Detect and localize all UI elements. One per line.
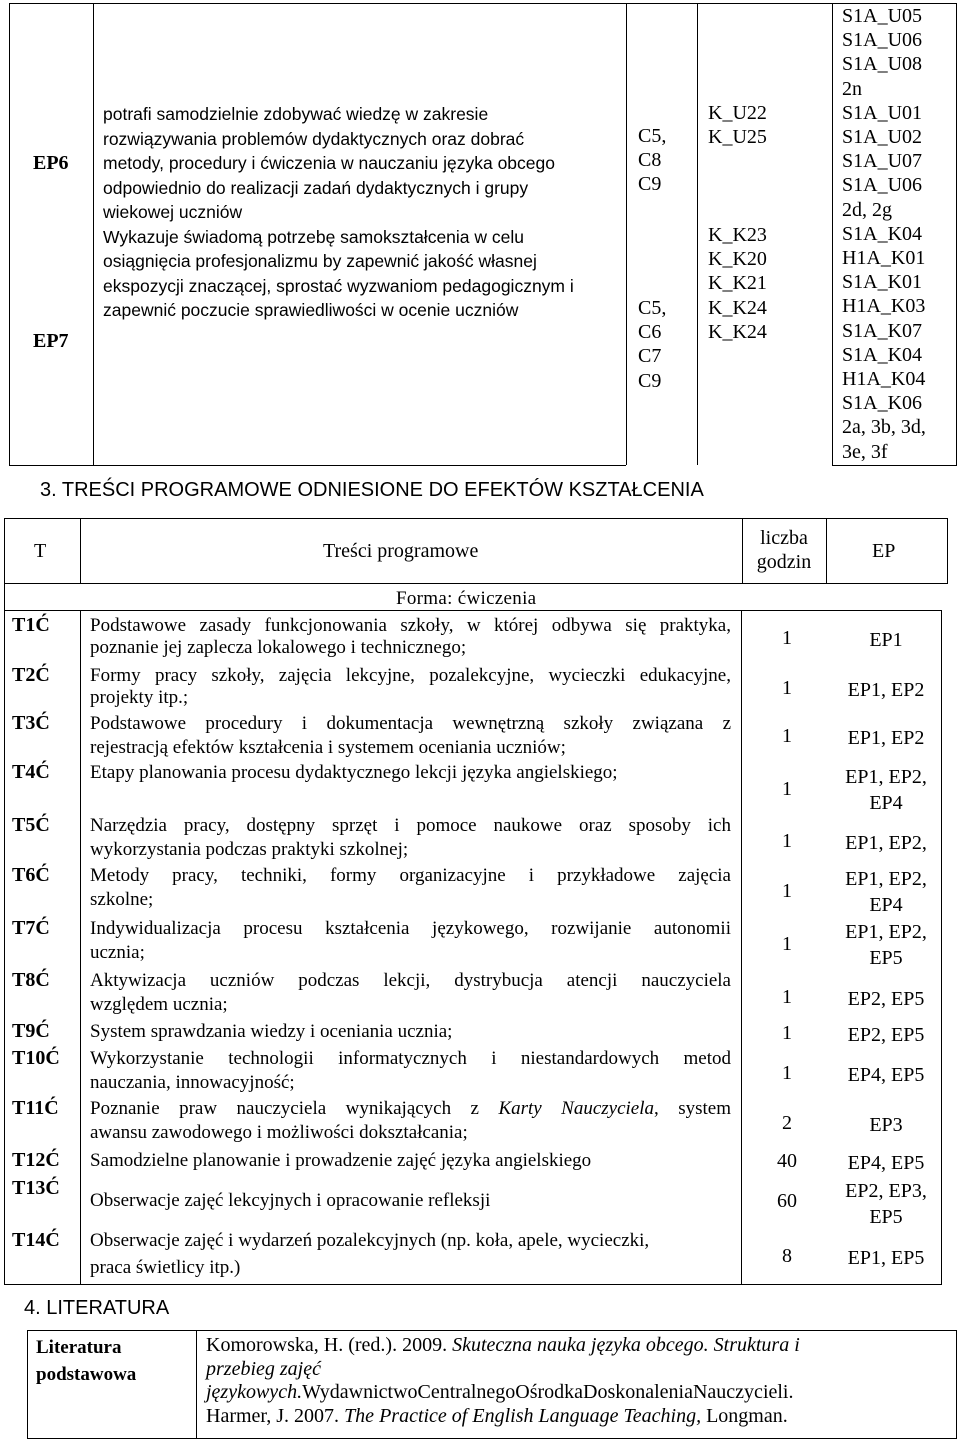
row-code: T7Ć bbox=[12, 917, 50, 939]
row-hours: 60 bbox=[777, 1190, 797, 1212]
c-codes: C5, C8 C9 bbox=[638, 125, 667, 196]
header-ep: EP bbox=[872, 540, 896, 562]
ep-code: EP6 bbox=[33, 152, 69, 174]
row-hours: 1 bbox=[782, 880, 792, 902]
row-ep: EP1, EP5 bbox=[847, 1247, 925, 1269]
row-ep: EP1, EP2, bbox=[845, 832, 927, 854]
row-code: T1Ć bbox=[12, 614, 50, 636]
row-hours: 1 bbox=[782, 1062, 792, 1084]
row-hours: 1 bbox=[782, 830, 792, 852]
row-hours: 1 bbox=[782, 778, 792, 800]
literature-references: Komorowska, H. (red.). 2009. Skuteczna nauka języka obcego. Struktura i przebieg zajęć językowych.WydawnictwoCentralnegoOśrodkaDoskonaleniaNauczycieli. Harmer, J. 2007. The Practice of English Language Teaching, Longman. bbox=[206, 1334, 800, 1427]
header-liczba-godzin: liczba godzin bbox=[756, 527, 812, 573]
section-title: 3. TREŚCI PROGRAMOWE ODNIESIONE DO EFEKTÓW KSZTAŁCENIA bbox=[40, 479, 704, 501]
row-code: T12Ć bbox=[12, 1149, 60, 1171]
row-hours: 1 bbox=[782, 1022, 792, 1044]
row-code: T8Ć bbox=[12, 969, 50, 991]
row-ep: EP4, EP5 bbox=[847, 1064, 925, 1086]
row-code: T14Ć bbox=[12, 1229, 60, 1251]
row-code: T11Ć bbox=[12, 1097, 59, 1119]
row-hours: 1 bbox=[782, 627, 792, 649]
c-codes: C5, C6 C7 C9 bbox=[638, 297, 667, 392]
row-hours: 8 bbox=[782, 1245, 792, 1267]
row-code: T13Ć bbox=[12, 1177, 60, 1199]
row-ep: EP2, EP3, EP5 bbox=[845, 1180, 927, 1228]
row-code: T2Ć bbox=[12, 664, 50, 686]
header-t: T bbox=[34, 540, 47, 562]
ep-code: EP7 bbox=[33, 330, 69, 352]
s-codes: S1A_U05 S1A_U06 S1A_U08 2n S1A_U01 S1A_U02 S1A_U07 S1A_U06 2d, 2g S1A_K04 H1A_K01 S1A_K01 H1A_K03 S1A_K07 S1A_K04 H1A_K04 S1A_K06 2a, 3b, 3d, 3e, 3f bbox=[842, 5, 926, 463]
row-ep: EP2, EP5 bbox=[847, 988, 925, 1010]
row-hours: 40 bbox=[777, 1150, 797, 1172]
ep-description: potrafi samodzielnie zdobywać wiedzę w zakresie rozwiązywania problemów dydaktycznych oraz dobrać metody, procedury i ćwiczenia w nauczaniu języka obcego odpowiednio do realizacji zadań dydaktycznych i grupy wiekowej uczniów Wykazuje świadomą potrzebę samokształcenia w celu osiągnięcia profesjonalizmu by zapewnić jakość własnej ekspozycji znaczącej, sprostać wyzwaniom pedagogicznym i zapewnić poczucie sprawiedliwości w ocenie uczniów bbox=[103, 104, 574, 320]
row-ep: EP3 bbox=[869, 1114, 903, 1136]
k-codes: K_K23 K_K20 K_K21 K_K24 K_K24 bbox=[708, 224, 767, 343]
row-code: T3Ć bbox=[12, 712, 50, 734]
row-hours: 1 bbox=[782, 986, 792, 1008]
row-hours: 1 bbox=[782, 725, 792, 747]
row-ep: EP1, EP2, EP4 bbox=[845, 766, 927, 814]
row-code: T10Ć bbox=[12, 1047, 60, 1069]
row-ep: EP1, EP2, EP4 bbox=[845, 868, 927, 916]
row-code: T5Ć bbox=[12, 814, 50, 836]
row-ep: EP1, EP2, EP5 bbox=[845, 921, 927, 969]
section-title: 4. LITERATURA bbox=[24, 1297, 170, 1319]
row-ep: EP1, EP2 bbox=[847, 679, 925, 701]
row-code: T4Ć bbox=[12, 761, 50, 783]
row-ep: EP4, EP5 bbox=[847, 1152, 925, 1174]
literature-label: Literatura podstawowa bbox=[36, 1337, 137, 1385]
row-ep: EP2, EP5 bbox=[847, 1024, 925, 1046]
row-code: T6Ć bbox=[12, 864, 50, 886]
forma-label: Forma: ćwiczenia bbox=[396, 588, 537, 609]
row-code: T9Ć bbox=[12, 1020, 50, 1042]
row-ep: EP1, EP2 bbox=[847, 727, 925, 749]
row-hours: 1 bbox=[782, 933, 792, 955]
row-hours: 1 bbox=[782, 677, 792, 699]
row-hours: 2 bbox=[782, 1112, 792, 1134]
header-tresci: Treści programowe bbox=[323, 540, 479, 562]
row-ep: EP1 bbox=[869, 629, 903, 651]
k-codes: K_U22 K_U25 bbox=[708, 102, 767, 149]
